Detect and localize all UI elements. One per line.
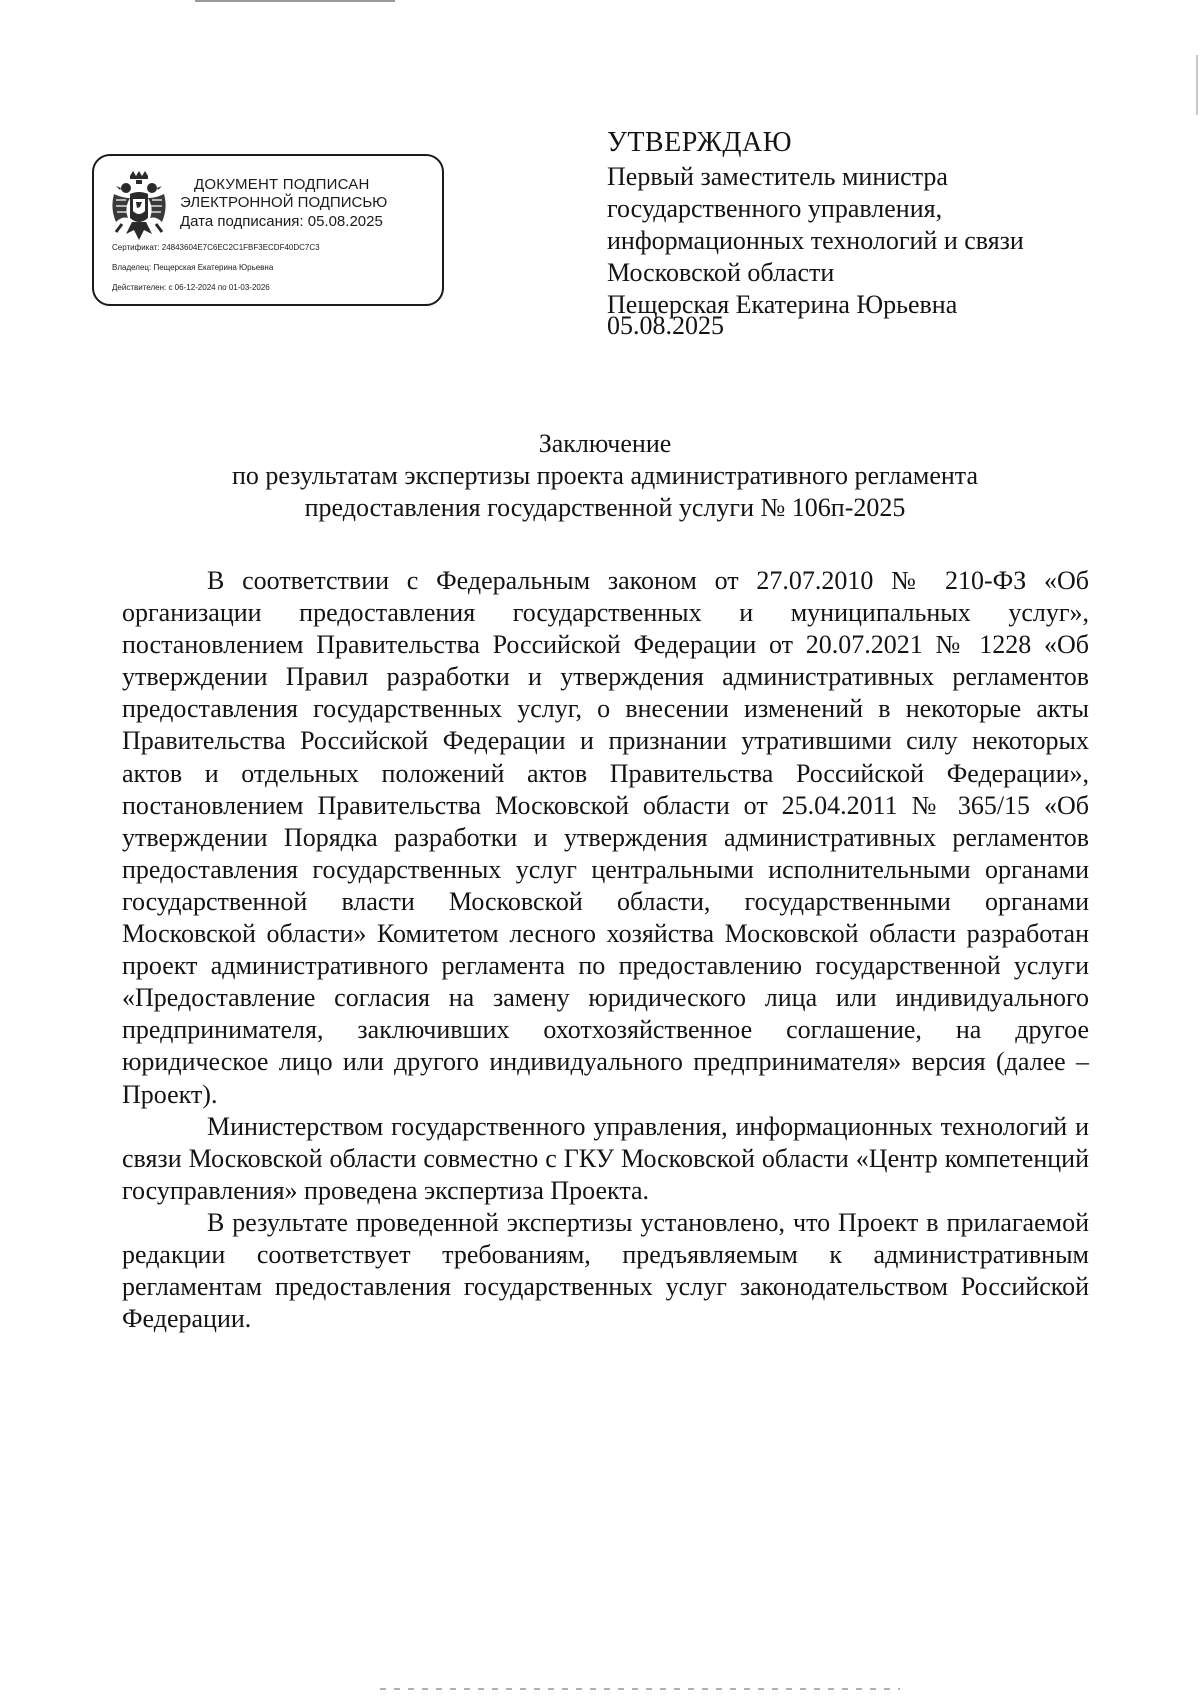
approval-title: УТВЕРЖДАЮ (607, 127, 792, 158)
body-paragraph: Министерством государственного управления, информационных технологий и связи Московской области совместно с ГКУ Московской области «Центр компетенций госуправления» проведена экспертиза Проекта. (122, 1111, 1089, 1205)
document-subtitle: по результатам экспертизы проекта административного регламента (231, 461, 979, 490)
coat-of-arms-icon (108, 168, 170, 244)
stamp-owner: Владелец: Пещерская Екатерина Юрьевна (112, 263, 274, 272)
approver-position-line: Московской области (607, 258, 835, 287)
electronic-signature-stamp (92, 154, 444, 306)
stamp-validity: Действителен: с 06-12-2024 по 01-03-2026 (112, 283, 270, 292)
body-paragraph: В результате проведенной экспертизы установлено, что Проект в прилагаемой редакции соответствует требованиям, предъявляемым к административным регламентам предоставления государственных услуг законодательством Российской Федерации. (122, 1207, 1089, 1334)
stamp-signing-date: Дата подписания: 05.08.2025 (180, 213, 383, 230)
scan-artifact-bottom (380, 1688, 900, 1690)
document-heading (0, 428, 1200, 524)
document-subtitle: предоставления государственной услуги № 106п-2025 (304, 493, 906, 522)
document-body (122, 565, 1089, 1335)
document-title: Заключение (538, 429, 672, 458)
approver-position-line: Первый заместитель министра (607, 162, 948, 191)
scan-artifact-top (195, 0, 395, 2)
approver-position-line: государственного управления, (607, 194, 943, 223)
approver-name: Пещерская Екатерина Юрьевна (607, 290, 958, 319)
stamp-heading: ДОКУМЕНТ ПОДПИСАН (194, 176, 370, 193)
stamp-subheading: ЭЛЕКТРОННОЙ ПОДПИСЬЮ (180, 194, 388, 211)
approval-date: 05.08.2025 (607, 311, 724, 340)
body-paragraph: В соответствии с Федеральным законом от 27.07.2010 № 210-ФЗ «Об организации предоставления государственных и муниципальных услуг», постановлением Правительства Российской Федерации от 20.07.2021 № 1228 «Об утверждении Правил разработки и утверждения административных регламентов предоставления государственных услуг, о внесении изменений в некоторые акты Правительства Российской Федерации и признании утратившими силу некоторых актов и отдельных положений актов Правительства Российской Федерации», постановлением Правительства Московской области от 25.04.2011 № 365/15 «Об утверждении Порядка разработки и утверждения административных регламентов предоставления государственных услуг центральными исполнительными органами государственной власти Московской области, государственными органами Московской области» Комитетом лесного хозяйства Московской области разработан проект административного регламента по предоставлению государственной услуги «Предоставление согласия на замену юридического лица или индивидуального предпринимателя, заключивших охотхозяйственное соглашение, на другое юридическое лицо или другого индивидуального предпринимателя» версия (далее – Проект). (122, 566, 1089, 1109)
approval-block (607, 127, 1167, 340)
scan-artifact-edge (1196, 55, 1198, 115)
approver-position-line: информационных технологий и связи (607, 226, 1024, 255)
stamp-certificate: Сертификат: 24843604E7C6EC2C1FBF3ECDF40DC7C3 (112, 243, 320, 252)
